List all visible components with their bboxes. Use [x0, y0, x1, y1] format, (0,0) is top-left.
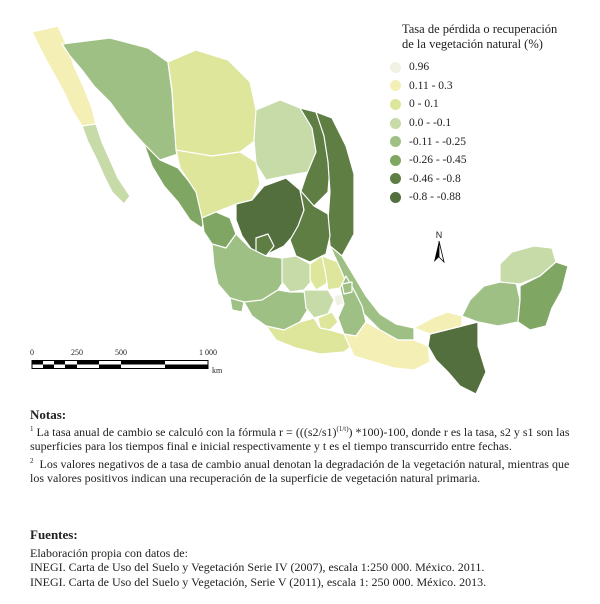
note-1-number: 1: [30, 424, 34, 433]
north-letter: N: [435, 230, 443, 240]
legend-item: [392, 58, 592, 77]
legend-label: 0 - 0.1: [409, 98, 439, 111]
legend-item: [392, 114, 592, 133]
legend-item: [392, 95, 592, 114]
legend-swatch: [390, 155, 401, 166]
state-campeche: [462, 282, 520, 326]
legend-label: 0.0 - -0.1: [409, 117, 452, 130]
state-baja-california-sur: [82, 124, 130, 204]
note-2: [30, 457, 575, 486]
scale-unit: km: [212, 366, 223, 375]
legend-label: -0.46 - -0.8: [409, 172, 461, 185]
legend-title-line-1: Tasa de pérdida o recuperación: [402, 22, 558, 36]
legend-rows: [392, 58, 592, 207]
legend-swatch: [390, 173, 401, 184]
legend-label: -0.11 - -0.25: [409, 135, 467, 148]
sources-heading: Fuentes:: [30, 527, 78, 542]
legend-swatch: [390, 118, 401, 129]
north-arrow-icon: [428, 230, 450, 266]
legend-label: 0.11 - 0.3: [409, 79, 453, 92]
scale-tick-0: 0: [30, 348, 34, 357]
legend-label: 0.96: [409, 61, 430, 74]
legend: [392, 22, 592, 207]
scale-tick-500: 500: [115, 348, 127, 357]
note-2-number: 2: [30, 456, 34, 465]
legend-item: [392, 188, 592, 207]
note-1-exponent: (1/t): [336, 424, 349, 433]
sources: [30, 528, 575, 589]
note-1: [30, 425, 575, 454]
source-line-2: INEGI. Carta de Uso del Suelo y Vegetación Serie IV (2007), escala 1:250 000. México. 2011.: [30, 560, 485, 574]
note-2-text: Los valores negativos de a tasa de cambio anual denotan la degradación de la vegetación natural, mientras que los valores positivos indican una recuperación de la superficie de vegetación natural primaria.: [30, 456, 570, 485]
state-chihuahua: [168, 50, 256, 158]
legend-item: [392, 77, 592, 96]
state-tlaxcala: [342, 282, 352, 294]
scale-bar-graphic: [30, 360, 210, 370]
notes-heading: Notas:: [30, 407, 67, 422]
legend-label: -0.26 - -0.45: [409, 154, 467, 167]
source-line-3: INEGI. Carta de Uso del Suelo y Vegetación, Serie V (2011), escala 1: 250 000. México. 2013.: [30, 574, 487, 589]
legend-title-line-2: de la vegetación natural (%): [402, 37, 543, 51]
legend-swatch: [390, 80, 401, 91]
legend-swatch: [390, 136, 401, 147]
scale-tick-1000: 1 000: [199, 348, 217, 357]
scale-tick-250: 250: [71, 348, 83, 357]
legend-swatch: [390, 62, 401, 73]
legend-item: [392, 151, 592, 170]
notes: [30, 408, 575, 489]
legend-swatch: [390, 192, 401, 203]
note-1-text-a: La tasa anual de cambio se calculó con la fórmula r = (((s2/s1): [36, 424, 337, 439]
legend-swatch: [390, 99, 401, 110]
north-arrow: [428, 230, 450, 266]
legend-item: [392, 132, 592, 151]
source-line-1: Elaboración propia con datos de:: [30, 545, 188, 560]
legend-title: [402, 22, 592, 52]
scale-bar: [30, 348, 230, 378]
legend-item: [392, 170, 592, 189]
note-1-text-b: ) *100)-100, donde r es la tasa, s2 y s1 son las superficies para los tiempos final e inicial respectivamente y t es el tiempo transcurrido entre fechas.: [30, 424, 570, 453]
legend-label: -0.8 - -0.88: [409, 191, 461, 204]
